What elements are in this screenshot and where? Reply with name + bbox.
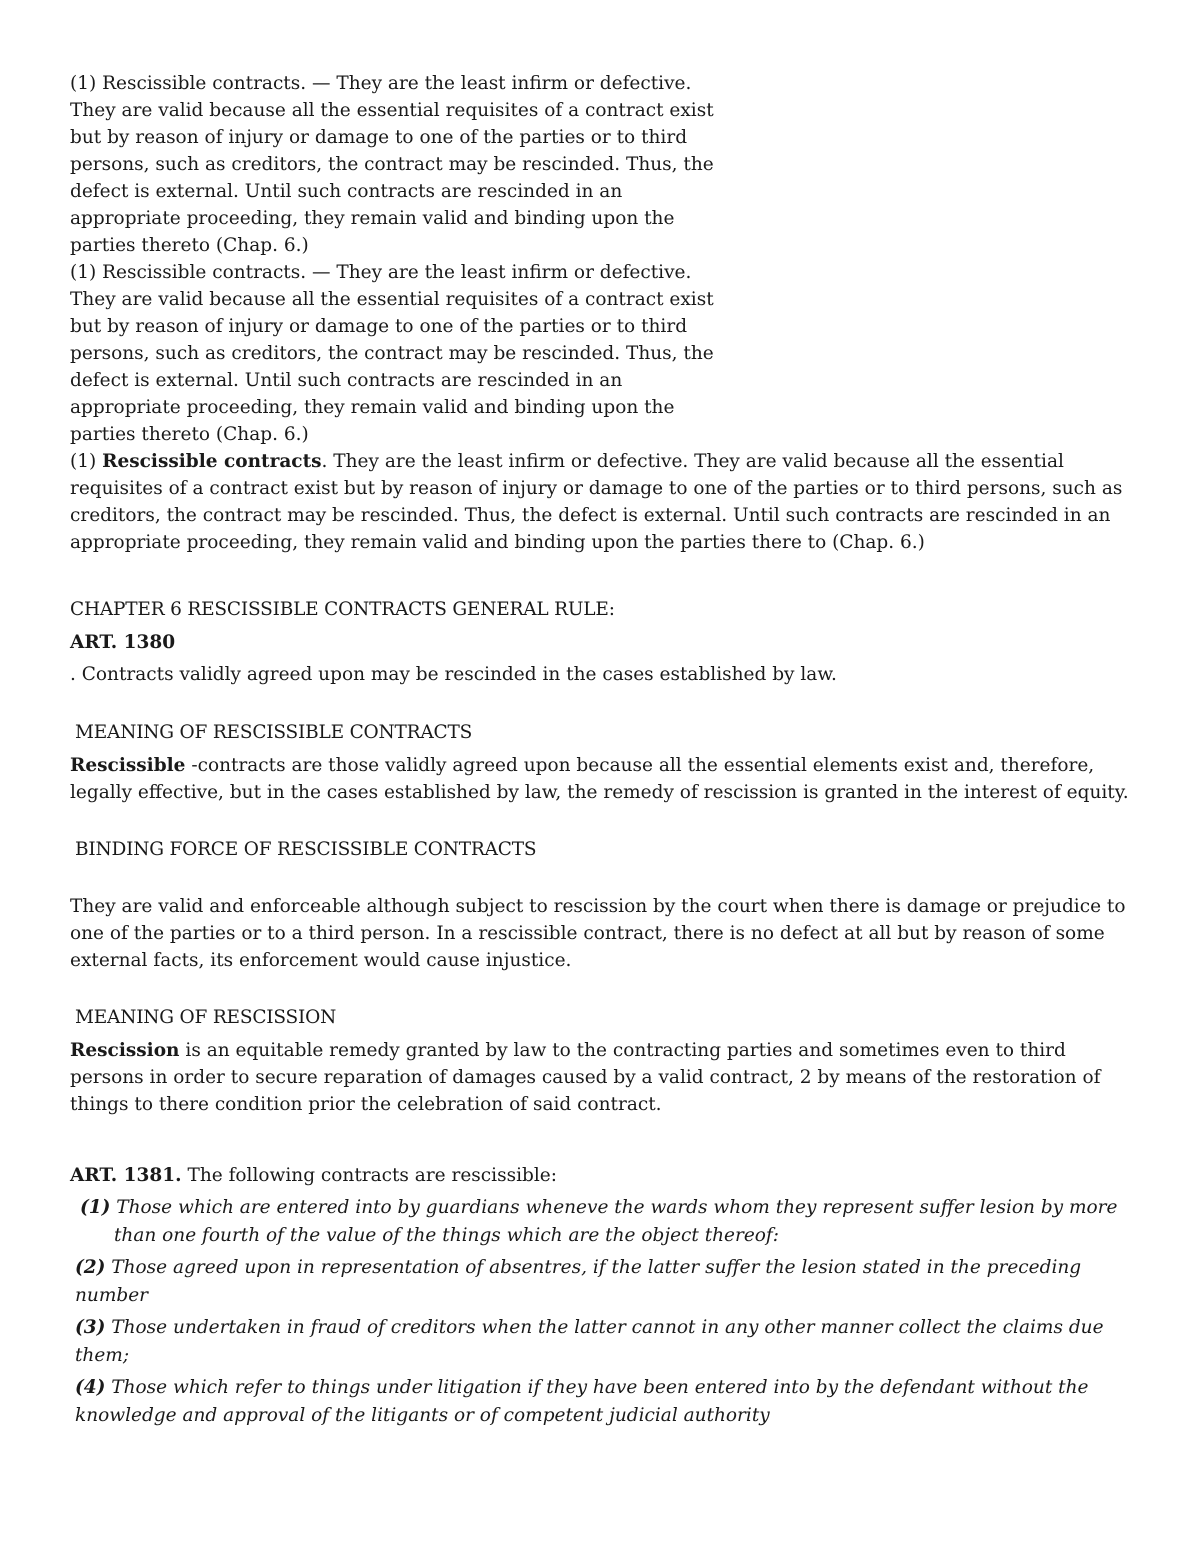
list-item-text: Those agreed upon in representation of absentres, if the latter suffer the lesion stated in the preceding number: [75, 1257, 1082, 1306]
intro-line: appropriate proceeding, they remain valid and binding upon the: [70, 208, 675, 229]
list-item-text: Those which refer to things under litigation if they have been entered into by the defendant without the knowledge and approval of the litigants or of competent judicial authority: [75, 1377, 1089, 1426]
intro-line: (1) Rescissible contracts. — They are the least infirm or defective.: [70, 262, 692, 283]
intro-line: persons, such as creditors, the contract may be rescinded. Thus, the: [70, 154, 714, 175]
intro-text: . They are the least infirm or defective. They are valid because all the essential requisites of a contract exist but by reason of injury or damage to one of the parties or to third persons, such as creditors, the contract may be rescinded. Thus, the defect is external. Until such contracts are rescinded in an appropriate proceeding, they remain valid and binding upon the parties there to (Chap. 6.): [70, 451, 1123, 553]
meaning-rescissible-text: -contracts are those validly agreed upon because all the essential elements exist and, therefore, legally effective, but in the cases established by law, the remedy of rescission is granted in the interest of equity.: [70, 755, 1129, 803]
document-page: [70, 70, 1140, 1430]
rescissible-contracts-list: [70, 1194, 1140, 1430]
intro-line: but by reason of injury or damage to one of the parties or to third: [70, 127, 688, 148]
list-item: [70, 1194, 1140, 1250]
list-item: [70, 1374, 1140, 1430]
meaning-rescission-paragraph: [70, 1037, 1140, 1118]
intro-prefix: (1): [70, 451, 103, 472]
intro-line: parties thereto (Chap. 6.): [70, 424, 309, 445]
meaning-rescissible-paragraph: [70, 752, 1140, 806]
intro-line: appropriate proceeding, they remain valid and binding upon the: [70, 397, 675, 418]
list-item: [70, 1254, 1140, 1310]
intro-line: persons, such as creditors, the contract may be rescinded. Thus, the: [70, 343, 714, 364]
intro-block-1: [70, 70, 730, 259]
meaning-rescission-text: is an equitable remedy granted by law to the contracting parties and sometimes even to third persons in order to secure reparation of damages caused by a valid contract, 2 by means of the restoration of things to there condition prior the celebration of said contract.: [70, 1040, 1101, 1115]
intro-paragraph: [70, 448, 1140, 556]
intro-line: defect is external. Until such contracts are rescinded in an: [70, 181, 623, 202]
list-item-text: Those which are entered into by guardians wheneve the wards whom they represent suffer lesion by more: [110, 1197, 1118, 1218]
article-1380-title: ART. 1380: [70, 632, 176, 653]
list-item-continuation: than one fourth of the value of the things which are the object thereof:: [114, 1225, 780, 1246]
article-1380-text: . Contracts validly agreed upon may be rescinded in the cases established by law.: [70, 664, 837, 685]
intro-block-2: [70, 259, 730, 448]
intro-bold-term: Rescissible contracts: [102, 451, 322, 472]
binding-force-heading: BINDING FORCE OF RESCISSIBLE CONTRACTS: [75, 839, 537, 860]
list-item-number: (2): [75, 1257, 106, 1278]
article-1381-intro: [70, 1162, 1140, 1190]
rescission-bold-term: Rescission: [70, 1040, 180, 1061]
intro-line: (1) Rescissible contracts. — They are the least infirm or defective.: [70, 73, 692, 94]
list-item-number: (4): [75, 1377, 106, 1398]
chapter-heading: CHAPTER 6 RESCISSIBLE CONTRACTS GENERAL RULE:: [70, 599, 615, 620]
intro-line: but by reason of injury or damage to one of the parties or to third: [70, 316, 688, 337]
article-1381-intro-text: The following contracts are rescissible:: [181, 1165, 557, 1186]
meaning-rescissible-heading: MEANING OF RESCISSIBLE CONTRACTS: [75, 722, 473, 743]
meaning-rescission-heading: MEANING OF RESCISSION: [75, 1007, 337, 1028]
list-item-text: Those undertaken in fraud of creditors when the latter cannot in any other manner collect the claims due them;: [75, 1317, 1104, 1366]
intro-line: They are valid because all the essential requisites of a contract exist: [70, 100, 714, 121]
intro-line: parties thereto (Chap. 6.): [70, 235, 309, 256]
list-item: [70, 1314, 1140, 1370]
list-item-number: (3): [75, 1317, 106, 1338]
list-item-number: (1): [80, 1197, 111, 1218]
rescissible-bold-term: Rescissible: [70, 755, 186, 776]
binding-force-paragraph: They are valid and enforceable although subject to rescission by the court when there is damage or prejudice to one of the parties or to a third person. In a rescissible contract, there is no defect at all but by reason of some external facts, its enforcement would cause injustice.: [70, 896, 1126, 971]
intro-line: defect is external. Until such contracts are rescinded in an: [70, 370, 623, 391]
intro-line: They are valid because all the essential requisites of a contract exist: [70, 289, 714, 310]
article-1381-title: ART. 1381.: [70, 1165, 182, 1186]
